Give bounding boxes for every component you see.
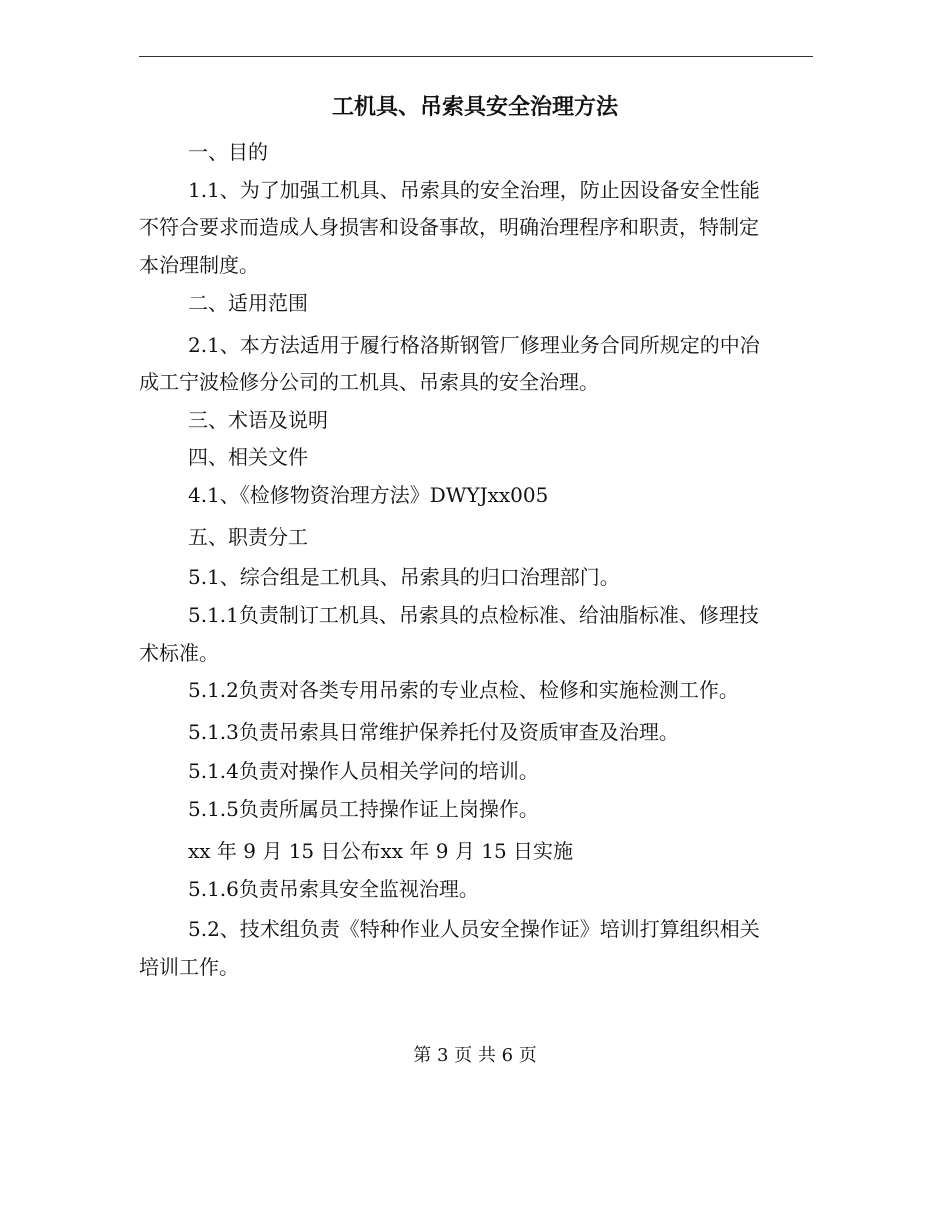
paragraph-line: 5.1.1负责制订工机具、吊索具的点检标准、给油脂标准、修理技 [188,603,759,627]
paragraph-line: 成工宁波检修分公司的工机具、吊索具的安全治理。 [139,370,599,394]
paragraph-line: 4.1、《检修物资治理方法》DWYJxx005 [188,483,549,507]
paragraph-line: 5.1.5负责所属员工持操作证上岗操作。 [188,797,539,821]
publication-date-line: xx 年 9 月 15 日公布xx 年 9 月 15 日实施 [188,839,574,863]
section-heading-responsibilities: 五、职责分工 [188,525,308,549]
paragraph-line: 5.1.4负责对操作人员相关学问的培训。 [188,759,539,783]
paragraph-line: 5.1.6负责吊索具安全监视治理。 [188,877,479,901]
section-heading-related-docs: 四、相关文件 [188,445,308,469]
paragraph-line: 术标准。 [139,641,219,665]
paragraph-line: 5.1.2负责对各类专用吊索的专业点检、检修和实施检测工作。 [188,678,739,702]
paragraph-line: 5.1.3负责吊索具日常维护保养托付及资质审查及治理。 [188,720,679,744]
paragraph-line: 培训工作。 [139,955,239,979]
page-number-footer: 第 3 页 共 6 页 [413,1045,537,1066]
paragraph-line: 1.1、为了加强工机具、吊索具的安全治理，防止因设备安全性能 [188,178,760,202]
section-heading-scope: 二、适用范围 [188,291,308,315]
paragraph-line: 5.1、综合组是工机具、吊索具的归口治理部门。 [188,565,620,589]
document-title: 工机具、吊索具安全治理方法 [331,94,618,120]
paragraph-line: 5.2、技术组负责《特种作业人员安全操作证》培训打算组织相关 [188,917,760,941]
paragraph-line: 2.1、本方法适用于履行格洛斯钢管厂修理业务合同所规定的中冶 [188,333,760,357]
paragraph-line: 不符合要求而造成人身损害和设备事故，明确治理程序和职责，特制定 [139,215,759,239]
section-heading-terms: 三、术语及说明 [188,408,328,432]
paragraph-line: 本治理制度。 [139,253,259,277]
header-rule [139,56,813,57]
section-heading-purpose: 一、目的 [188,140,268,164]
